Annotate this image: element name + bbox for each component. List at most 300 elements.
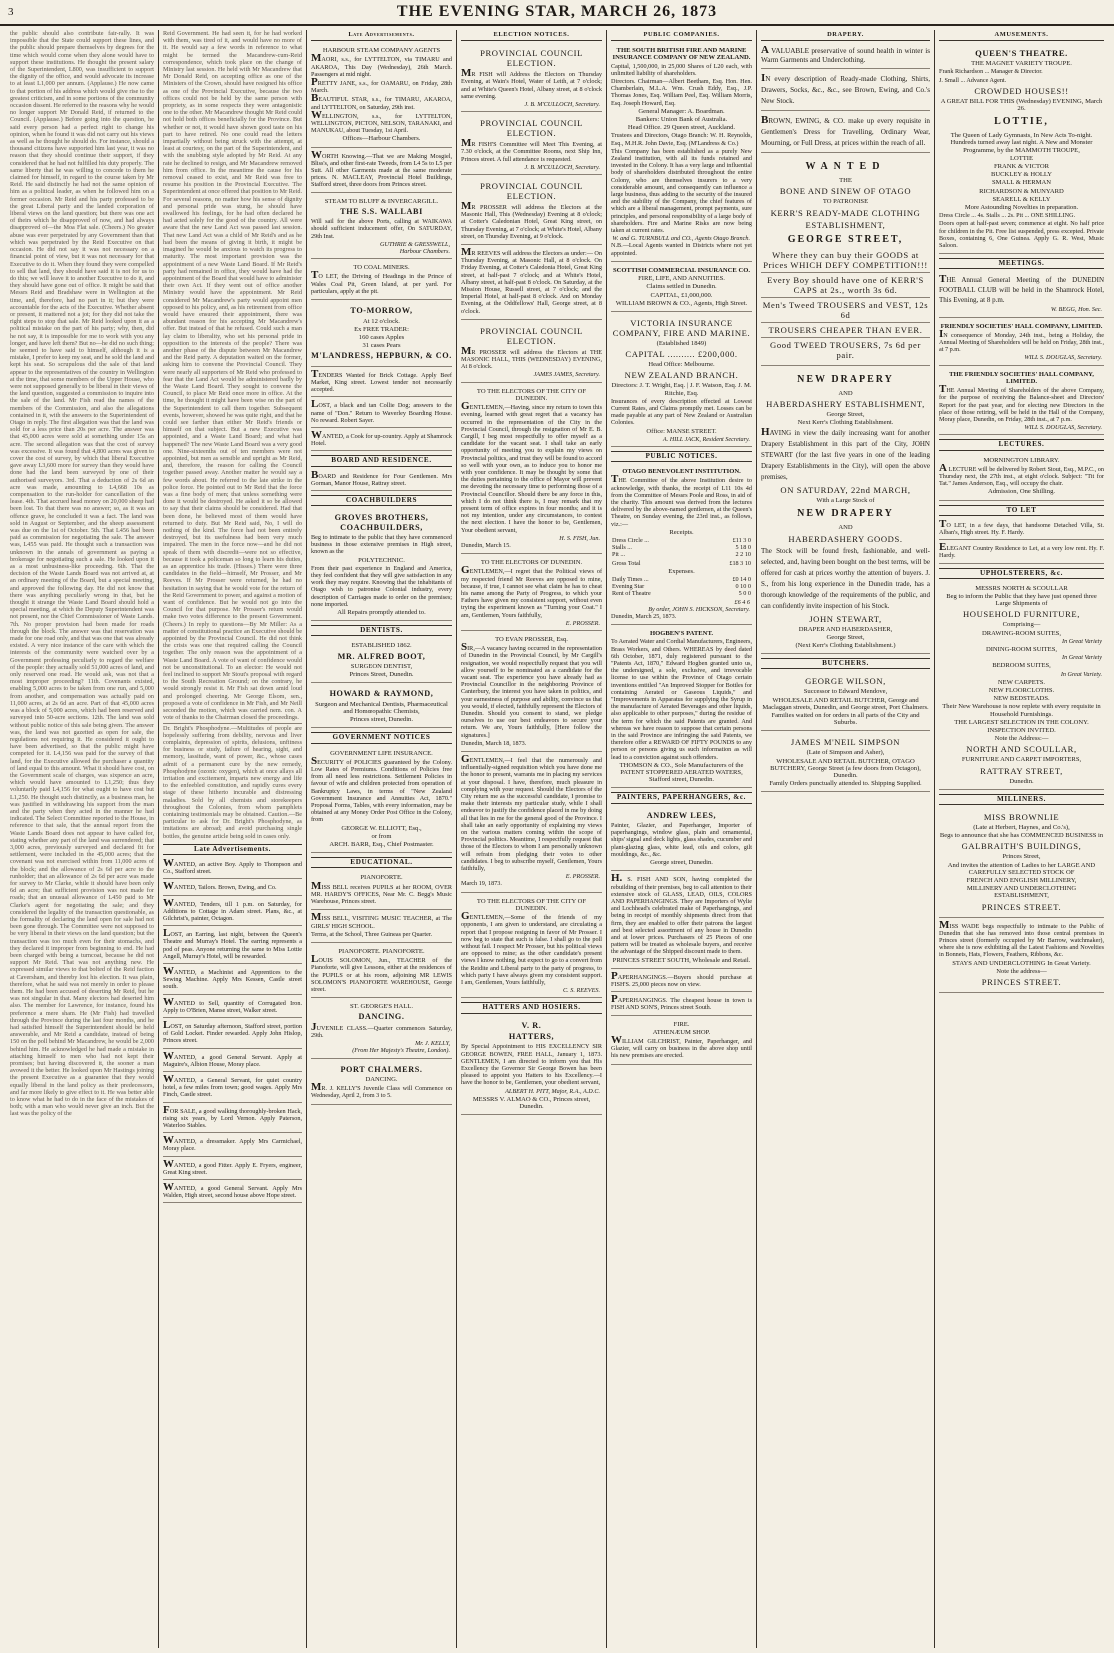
dentist-addr: Princes Street, Dunedin. xyxy=(349,671,414,679)
lecture-admission: Admission, One Shilling. xyxy=(987,488,1056,496)
simpson-body2: Family Orders punctually attended to. Shipping Supplied. xyxy=(769,780,922,788)
dancing-body: JUVENILE CLASS.—Quarter commences Saturday, 29th. xyxy=(311,1020,452,1039)
ns-ware: Their New Warehouse is now replete with every requisite in Household Furnishings. xyxy=(942,703,1101,718)
nd-title-4: HABERDASHERY GOODS. xyxy=(788,533,903,544)
scottish-title: SCOTTISH COMMERCIAL INSURANCE CO. xyxy=(612,266,751,274)
nd-with: With a Large Stock of xyxy=(816,497,875,505)
hogben-ad xyxy=(611,627,752,788)
column-header: ELECTION NOTICES. xyxy=(461,30,602,41)
ns-city: Dunedin. xyxy=(1009,777,1034,785)
divider xyxy=(761,322,930,323)
election-notice xyxy=(461,114,602,175)
hogben-body: To Aerated Water and Cordial Manufacturers, Engineers, Brass Workers, and Others. WHEREAS by deed dated 6th October, 1871, duly registered pursuant to the "Patents Act, 1870," Edward Hogben granted unto us, the undersigned, a sole, exclusive, and irrevocable license to use within the Province of Otago certain inventions entitled "An Improved Stopper for Bottles for containing Aerated or Gaseous Liquids," and "Improvements in Apparatus for supplying the Syrup in the manufacture of Aerated Beverages and other liquids, also applicable to other purposes," during the residue of the term for which the said Patents are granted. And whereas we have reason to suppose that certain persons in the said Province are infringing the said Patents, we therefore offer a REWARD OF FIFTY POUNDS to any person or persons giving us such information as will lead to a conviction against such offenders. xyxy=(611,638,752,761)
late-ad: WANTED, Tenders, till 1 p.m. on Saturday, for Additions to Cottage in Adam street. Plans, &c., at Gilchrist's, painter, Octagon. xyxy=(163,898,302,927)
section-heading: EDUCATIONAL. xyxy=(311,857,452,868)
sbf-body: This Company has been established as a purely New Zealand institution, with all its funds retained and invested in the Colony. It has a very large and influential body of shareholders distributed throughout the entire Colony, who are themselves insurers to a very considerable amount, and consequently can influence a large business, thus adding to the security of the insured and the stability of the Company, the chief features of which are a liberal management, prompt payments, sure principles, and personal responsibility of a large body of shareholders. Fire and Marine Risks are now being taken at current rates. xyxy=(611,147,752,235)
account-row xyxy=(611,576,752,583)
wade-body: MISS WADE begs respectfully to intimate to the Public of Dunedin that she has removed into those central premises in Princes street (formerly occupied by Mr Barrow, watchmaker), where she is now exhibiting all the Latest Fashions and Novelties in Bonnets, Hats, Flowers, Feathers, Ribbons, &c. xyxy=(939,918,1104,959)
divider xyxy=(761,297,930,298)
victoria-body: Insurances of every description effected at Lowest Current Rates, and Claims promptly met. Losses can be made payable at any part of New Zealand or Australian Colonies. xyxy=(611,397,752,427)
wade-stays: STAYS AND UNDERCLOTHING In Great Variety. xyxy=(952,959,1091,967)
column-1 xyxy=(6,30,158,1648)
victoria-ad xyxy=(611,314,752,447)
receipts-table xyxy=(611,537,752,559)
nd-title-1: NEW DRAPERY xyxy=(797,373,894,385)
kerrs-caps: Every Boy should have one of KERR'S CAPS at 2s., worth 3s 6d. xyxy=(767,274,924,295)
letter-heading: TO EVAN PROSSER, Esq. xyxy=(495,635,568,643)
letter-sig: E. PROSSER. xyxy=(565,619,600,627)
ns-r1b: In Great Variety xyxy=(1062,637,1102,645)
coach-body: Beg to intimate to the public that they have commenced business in those extensive premises in High street, known as the xyxy=(311,533,452,556)
victoria-title: VICTORIA INSURANCE COMPANY, FIRE AND MARINE. xyxy=(612,317,751,338)
account-item: Rent of Theatre xyxy=(612,590,651,598)
victoria-branch: NEW ZEALAND BRANCH. xyxy=(624,370,739,381)
wilson-title: GEORGE WILSON, xyxy=(805,676,886,687)
gov-life-ad xyxy=(311,747,452,854)
notice-sig: JAMES JAMES, Secretary. xyxy=(533,371,600,379)
dentist-ad xyxy=(311,639,452,683)
wilson-sub: Successor to Edward Mendove, xyxy=(803,688,888,696)
north-scoullar-ad xyxy=(939,582,1104,790)
gov-body: SECURITY of POLICIES guaranteed by the Colony. Low Rates of Premiums. Conditions of Policies free from all need less restrictions. Settlement Policies in favour of wife and children protected from operation of Bankruptcy Laws, in terms of "New Zealand Government Insurance and Annuities Act, 1870." Proposal Forms, Tables, with every information, may be obtained at any Money Order Post Office in the Colony, from xyxy=(311,754,452,824)
election-letter xyxy=(461,895,602,999)
coach-footer: All Repairs promptly attended to. xyxy=(337,609,426,616)
tomorrow-ad xyxy=(311,302,452,367)
hatters-sig1: ALBERT H. PITT, Major, R.A., A.D.C. xyxy=(505,1087,600,1095)
section-heading: BOARD AND RESIDENCE. xyxy=(311,455,452,466)
tolet-ad-1: TO LET, in a few days, that handsome Detached Villa, St. Alban's, High street. Hy. F. Hardy. xyxy=(939,519,1104,540)
ns-largest: THE LARGEST SELECTION IN THE COLONY. xyxy=(954,718,1089,726)
dancing-sig1: Mr. J. KELLY, xyxy=(415,1040,450,1048)
athenaeum-ad xyxy=(611,1018,752,1065)
coach-title: GROVES BROTHERS, COACHBUILDERS, xyxy=(334,513,429,532)
election-letter xyxy=(461,754,602,893)
board-ad: BOARD and Residence for Four Gentlemen. Mrs Gorman, Manor House, Rattray street. xyxy=(311,470,452,491)
letter-body: SIR,—A vacancy having occurred in the representation of Dunedin in the Provincial Council, by Mr Cargill's resignation, we would respectfully request that you will allow yourself to be nominated as a candidate for the vacant seat. The experience you have already had as Provincial Councillor in the neighboring Province of Canterbury, the interest you have taken in politics, and your earnestness of purpose and ability, convince us that you would, if elected, faithfully represent the Electors of Dunedin. Should you consent to stand, we pledge ourselves to use our best endeavors to secure your return. We are, Yours faithfully, [Here follow the signatures.] xyxy=(461,641,602,739)
sbf-directors: Directors. Chairman—Albert Beetham, Esq. Hon. Hen. Chamberlain, M.L.A. Wm. Crush Eddy, Esq., J.P. Thomas Jones, Esq. William Peel, Esq. William Morris, Esq. Joseph Howard, Esq. xyxy=(611,78,752,107)
ns-title: MESSRS NORTH & SCOULLAR xyxy=(975,584,1068,592)
late-ad: WANTED, a General Servant, for quiet country hotel, a few miles from town; good wages. Apply Mrs Finch, Castle street. xyxy=(163,1074,302,1103)
section-heading: GOVERNMENT NOTICES xyxy=(311,732,452,743)
coal-heading: TO COAL MINERS. xyxy=(353,264,410,272)
nd-title-3: NEW DRAPERY xyxy=(797,508,894,520)
ns-insp: INSPECTION INVITED. xyxy=(987,727,1056,734)
report-continued: Reid Government. He had seen it, for he had worked with them, was tired of it, and would have no more of it. He would say a few words in reference to what might be termed the Macandrew-cum-Reid correspondence, which took place on the change of Ministry last session. He held with Mr Macandrew that Mr Donald Reid, on accepting office as one of the Ministers of the Crown, should have resigned his office as one of the Provincial Executive, because the two offices could not be held by the same person with propriety, as in some respects they were antagonistic one to the other. Mr Macandrew thought Mr Reid could not hold both offices beneficially for the Province. But whether or not, it would have shown good taste on his part to have retired. No one could read the letters impartially without being struck with the attempt, at least at courtesy, on the part of the Superintendent, and with the snubbing style adopted by Mr Reid. At any rate he declined to resign, and Mr Macandrew removed him from office. In the meantime the cause for his removal ceased to exist, and Mr Reid was free to resume his position in the Provincial Executive. The Superintendent at once offered that position to Mr Reid. For several reasons, no matter how his sense of dignity and personal pride was stung, he should have swallowed his feelings, for he had often declared he had acted solely for the good of the country. All were aware that the new Land Act was passed last session. That new Land Act was a child of Mr Reid's and as he had been the means of giving it birth, it might be imagined he would be anxious to watch its progress to maturity. The most important provision was the appointment of a new Waste Land Board. If Mr Reid's party had remained in office, they would have had the appointment of the Board that would have to administer their own Act. If they went out of office another Ministry would have the appointment. Mr Reid considered Mr Macandrew's party would appoint men opposed to his policy, and, as his retirement from office would have ensured their appointment, there was abundant reason for his accepting Mr Macandrew's offer. But instead of that he refused. Could such a man lay claim to liberality, who set his personal pride in opposition to the interests of the people? There was another phase of the dispute between Mr Macandrew and the Reid party. A deputation waited on the former, asking him to convene the Provincial Council. They were nearly all supporters of Mr Reid who professed to fear that the Land Act would be administered badly by the Waste Land Board. They sought to convene the Council, to place Mr Reid once more in office. At the time, he thought it might have been wise on the part of the Superintendent to call them together. Subsequent events, however, showed he was quite right, and that he could see farther than either Mr Reid's friends or himself on that subject. But a new Executive was appointed, and a Waste Land Board; and what had happened? The new Waste Land Board was a very good one. Nine-sixteenths out of ten members were not appointed, but men as sensible and upright as Mr Reid, and, therefore, the reason for calling the Council together passed away. Another matter he would say a few words about. He referred to the late strike in the police force. He pointed out to Mr Reid that the force was a fine body of men; that unless something were done it would be destroyed. He asked it so be allowed to say that their claims should be considered. Had that been done, he believed most of them would have returned to duty. But Mr Reid said, No, I will do nothing of the kind. The force had not been entirely destroyed, but its usefulness had been very much impaired. The men in the force now—and he did not speak of them with discredit—were not so effective, because it took a policeman so long to learn his duties, as an apprentice his trade. (Hisses.) There were three candidates in the field—himself, Mr Prosser, and Mr Reeves. If Mr Prosser were returned, he had no hesitation in saying that he would vote for the return of the Reid Government to power, and against a motion of want of confidence. But he would not go into the Council for that purpose. Mr Prosser's return would make two votes difference to the present Government. (Cheers.) In reply to questions—By Mr Miller: As a matter of constitutional practice an Executive should be appointed by the Provincial Council. He did not think the crisis was one that required calling the Council together. The only reason was the appointment of a Waste Land Board. A vote of want of confidence would not be unconstitutional. To an elector: He would not feel inclined to support Mr Stout's proposal with regard to the South Recreation Ground; on the contrary, he would strongly resist it. Mr Fish sat down amid loud and prolonged cheering. Mr George Elsom, sen., proposed a vote of confidence in Mr Fish, and Mr Neill seconded the motion, which was carried nem. con. A vote of thanks to the Chairman closed the proceedings. xyxy=(163,30,302,722)
section-heading: MILLINERS. xyxy=(939,794,1104,805)
ns-role: FURNITURE AND CARPET IMPORTERS, xyxy=(961,756,1082,764)
lecture-title: MORNINGTON LIBRARY. xyxy=(983,456,1060,464)
receipts-heading: Receipts. xyxy=(669,528,694,536)
harbour-offices: Offices—Harbour Chambers. xyxy=(342,135,421,143)
gov-sig3: ARCH. BARR, Esq., Chief Postmaster. xyxy=(329,841,434,849)
coach-body2: From their past experience in England and America, they feel confident that they will give satisfaction in any work they may require. Knowing that the inhabitants of Otago wish to patronise Colonial industry, every description of Carriages made to order on the premises; none imported. xyxy=(311,564,452,608)
account-row xyxy=(611,583,752,590)
victoria-sig: A. HILL JACK, Resident Secretary. xyxy=(662,435,750,443)
football-ad xyxy=(939,272,1104,317)
section-heading: DENTISTS. xyxy=(311,625,452,636)
wilson-body2: Families waited on for orders in all parts of the City and Suburbs. xyxy=(771,712,920,727)
coal-ad xyxy=(311,261,452,300)
football-body: THE Annual General Meeting of the DUNEDIN FOOTBALL CLUB will be held in the Shamrock Hotel, This Evening, at 8 p.m. xyxy=(939,273,1104,305)
letter-date: Dunedin, March 15. xyxy=(461,541,511,549)
election-notices xyxy=(461,44,602,382)
section-heading: MEETINGS. xyxy=(939,258,1104,269)
friendly-ad-2 xyxy=(939,368,1104,436)
paperhang-ad-2: PAPERHANGINGS. The cheapest house in town is FISH AND SON'S, Princes street South. xyxy=(611,994,752,1015)
tomorrow-heading: TO-MORROW, xyxy=(350,306,413,316)
account-item: Evening Star xyxy=(612,583,645,591)
kerrs-tweed: Good TWEED TROUSERS, 7s 6d per pair. xyxy=(770,339,921,360)
nd-date: ON SATURDAY, 22nd MARCH, xyxy=(780,485,911,496)
theatre-body1: A GREAT BILL FOR THIS (Wednesday) EVENING, March 26. xyxy=(940,97,1103,113)
theatre-cast2: FRANK & VICTOR xyxy=(993,163,1050,171)
page-number: 3 xyxy=(8,6,14,18)
letter-date: Dunedin, March 18, 1873. xyxy=(461,739,527,747)
chemists-role: Surgeon and Mechanical Dentists, Pharmaceutical and Homœopathic Chemists, xyxy=(315,700,448,716)
friendly2-sig: WILL S. DOUGLAS, Secretary. xyxy=(1024,424,1102,432)
theatre-mgr2: J. Small ... Advance Agent. xyxy=(939,76,1007,84)
election-notice xyxy=(461,322,602,383)
lees-title: ANDREW LEES, xyxy=(646,810,717,820)
dentist-est: ESTABLISHED 1862. xyxy=(351,642,412,650)
fire-heading: FIRE. xyxy=(673,1020,690,1028)
harbour-ad xyxy=(311,44,452,147)
ns-note: Note the Address:— xyxy=(994,735,1049,743)
steam-heading: STEAM TO BLUFF & INVERCARGILL. xyxy=(324,197,439,205)
dancing-title: DANCING. xyxy=(358,1012,405,1022)
worth-ad: WORTH Knowing.—That we are Making Mosgiel, Bliss's, and other first-rate Tweeds, from L4 5s to L5 per Suit. All other Garments made at the same moderate prices. N. MACLEAY, Provincial Hotel Buildings, Stafford street, three doors from Princes street. xyxy=(311,150,452,193)
section-heading: Late Advertisements. xyxy=(163,844,302,855)
brownlie-st: Princes Street, xyxy=(1002,853,1041,861)
scottish-ad xyxy=(611,264,752,312)
account-row xyxy=(611,551,752,558)
coach-ad xyxy=(311,509,452,621)
late-ad: WANTED, a good Fitter. Apply E. Fryers, engineer, Great King street. xyxy=(163,1159,302,1180)
gross-label: Gross Total xyxy=(612,559,641,567)
benevolent-date: Dunedin, March 25, 1873. xyxy=(611,613,677,620)
kerrs-ad xyxy=(761,155,930,365)
section-heading: LECTURES. xyxy=(939,439,1104,450)
theatre-body3: More Astounding Novelties in preparation. xyxy=(964,204,1079,212)
account-amount: 5 0 0 xyxy=(738,590,751,598)
harbour-sailing: BEAUTIFUL STAR, s.s., for TIMARU, AKAROA, and LYTTELTON, on Saturday, 29th inst. xyxy=(311,92,452,111)
letter-heading: TO THE ELECTORS OF THE CITY OF DUNEDIN. xyxy=(476,387,587,402)
port-body: MR. J. KELLY'S Juvenile Class will Commence on Wednesday, April 2, from 3 to 5. xyxy=(311,1081,452,1100)
ns-r1: DRAWING-ROOM SUITES, xyxy=(982,629,1061,637)
election-notice xyxy=(461,44,602,112)
scottish-agent: WILLIAM BROWN & CO., Agents, High Street. xyxy=(615,299,748,307)
simpson-sub: (Late of Simpson and Asher), xyxy=(806,749,885,757)
account-amount: 2 2 10 xyxy=(735,551,751,559)
victoria-office2: Office: MANSE STREET. xyxy=(646,427,717,435)
brownlie-sub: (Late at Herbert, Haynes, and Co.'s), xyxy=(973,824,1070,832)
sbf-bankers: Bankers: Union Bank of Australia. xyxy=(635,116,728,124)
south-british-ad xyxy=(611,44,752,262)
tomorrow-trader: Ex FREE TRADER: xyxy=(354,325,409,333)
column-3 xyxy=(306,30,456,1648)
victoria-office: Head Office: Melbourne. xyxy=(648,361,715,369)
letter-sig: H. S. FISH, Jun. xyxy=(559,534,600,542)
friendly-ad-1 xyxy=(939,320,1104,366)
scottish-claims: Claims settled in Dunedin. xyxy=(646,283,717,291)
piano-ad xyxy=(311,871,452,910)
notice-body: MR PROSSER will address the Electors at the Masonic Hall, This (Wednesday) Evening at 8 o'clock; at Cotter's Caledonian Hotel, Great King street, on Thursday Evening, at 7 o'clock; at White's Hotel, Albany street, on Thursday Evening, at 9 o'clock. xyxy=(461,200,602,240)
royal-crest-icon: V. R. xyxy=(521,1020,542,1030)
notice-heading: PROVINCIAL COUNCIL ELECTION. xyxy=(480,325,583,346)
account-amount: £0 14 0 xyxy=(732,575,751,583)
theatre-cast5: RICHARDSON & MUNYARD xyxy=(979,187,1064,195)
column-7 xyxy=(934,30,1108,1648)
letter-sig: C. S. REEVES. xyxy=(563,987,600,995)
lecture-ad xyxy=(939,454,1104,501)
account-item: Pit ... xyxy=(612,551,626,559)
kerrs-street: GEORGE STREET, xyxy=(787,233,904,245)
miss-bell-terms: Terms, at the School, Three Guineas per Quarter. xyxy=(311,930,433,938)
kerrs-name: KERR'S READY-MADE CLOTHING xyxy=(770,207,921,218)
letter-date: March 19, 1873. xyxy=(461,880,502,888)
account-row xyxy=(611,544,752,551)
late-ads-list xyxy=(163,858,302,1204)
tenders-ad: TENDERS Wanted for Brick Cottage. Apply Beef Market, King street. Lowest tender not necessarily accepted. xyxy=(311,369,452,398)
benevolent-body: THE Committee of the above Institution desire to acknowledge, with thanks, the receipt of L11 10s 4d from the Committee of Messrs Poole and Ross, in aid of the charity. This amount was derived from the lectures delivered by the above-named gentlemen, at the Queen's Theatre, on Sunday evening, the 23rd inst., as follows, viz.:— xyxy=(611,473,752,528)
harbour-sailing: WELLINGTON, s.s., for LYTTELTON, WELLINGTON, PICTON, NELSON, TARANAKI, and MANUKAU, about Tuesday, 1st April. xyxy=(311,108,452,135)
ns-body: Beg to inform the Public that they have just opened three Large Shipments of xyxy=(946,592,1097,608)
wilson-ad xyxy=(761,672,930,731)
brownlie-body2: And invites the attention of Ladies to her LARGE AND CAREFULLY SELECTED STOCK OF xyxy=(947,861,1096,876)
report-text: the public should also contribute fair-rally. It was impossible that the State could support these lines, and the public should prepare themselves by degrees for the time which would come when they alone would have to support these institutions. He thought the present salary of the Superintendent, L800, was insufficient to support the dignity of the office, and would advocate its increase to at least L1,000 per annum. (Applause.) He now came to that portion of his address which would give rise to the greatest criticism, and in some portions of the community occasion dissent. He referred to the reasons why he would no longer support Mr Donald Reid, if returned to the Council. (Applause.) Before going into the question, he said every person had a perfect right to change his opinion, when he found it was did not carry out his views as well as he thought he should do. For instance, should a thousand citizens have supported him last year, it was no reason that they should continue their support, if they considered that he had not fulfilled his duty properly. The same liberty that he was willing to concede to them he claimed for himself, in regard to the course taken by Mr Reid. He said distinctly he had not the same opinion of him as a political leader, as when he followed him on a former occasion. Mr Reid and his party professed to be the great Liberal party and the landed corporation of liberal views on the land question; but there was one act of theirs which he disapproved of now, and had always disapproved of—the Moa Flat sale. (Cheers.) No greater abuse was ever perpetrated by any Government than that which was perpetrated by the Reid Executive on that occasion. He did not say it was not necessary on a financial point of view, but it was not necessary for that Executive to do it. When they found they were compelled to sell that land, they should have said it is not for us to do this; we will leave it to another Executive to do it, and they should have gone out of office. It might be said that Messrs Reid and Bradshaw were in Wellington at the time, and, therefore, had no part in it; but they were accountable for the acts of the Executive. Whether absent or present, it mattered not a jot; for they did not take the right steps to stop that sale. Mr Reid looked upon it as a political mistake on the part of his party; why, then, did he not say, it is impossible for me to work with you any longer, and have left them? But no—he did no such thing; he seemed to have said to himself, although it is a mistake, I prefer to keep my seat, and he sold the land and kept his seat. So scrupulous did the sale of that land appear to the representatives of the country in Wellington at the time, that some members of the Upper House, who were not supposed generally to be liberal in their views of the land question, suggested a commission to inquire into the sale of the land. Mr Fish read the names of the members of the Commission, and also the allegations contained in it, with the answers to the Superintendent of Otago in reply. The first allegation was that the land was sold for a less price than 20s per acre. The answer was that 45,000 acres were sold at something under 15s an acre. The second allegation was that the cost of survey was excessive. It was found that 4,800 acres was given to cover the cost of survey, by which that liberal Executive gave away L3,600 more for survey than they would have done had the land been surveyed by one of their authorised surveyors. 3rd. That a deduction of 2s 6d an acre was made, amounting to L4,668 10s as compensation to the run-holder for cancellation of the lease. 4th. That accrued head money on 20,000 sheep had been lost. To that there was no answer; so, as it was an offence grave, he concluded it was a fact. The land was sold in August or September, and the sheep assessment was due on the 1st of October. 5th. That L456 had been paid as commission for negotiating the sale. The answer was, L455 was paid. He thought such a transaction was unknown in the annals of government as paying a brokerage for negotiating such a sale. He looked upon it as a most unbusiness-like proceeding. 6th. That the decision of the Waste Lands Board was not arrived at, at an ordinary meeting of the Board, but a special meeting, and approved the following day. He did not know that there was anything peculiarly wrong in that, but he thought it strange the Waste Land Board should hold a special meeting, at which the Deputy Superintendent was not present, nor the Chief Commissioner of Waste Lands. 7th. No proper provision had been made for roads through the block. The answer was that reservation was made for one road only, and that was one that was already existed. A very nice instance of the care with which the interests of the community were watched over by a Government professing peculiarly to regard the welfare of the people: they actually sold 51,000 acres of land, and only reserved one road. He would ask, was not that a most improper proceeding? 11th. Covenants existed, enabling 5,000 acres to be taken from one run, and 5,000 from another, and compensation was actually paid on 11,000 acres, at 2s 6d an acre. Part of that 45,000 acres was a block of 5,000 acres, which had been reserved and surveyed into 50-acre sections. 12th. The land was sold without public notice of this sale being given. The answer was, the land was not gazetted as open for sale, the regulations not requiring it. He considered it ought to have been advertised, so that the public might have competed for it. L4,156 was paid for the survey of that land, for the Executive allowed the purchaser a quantity of land equal to this amount. What it should have cost, on the Government scale of charges, was sixpence an acre, which would have amounted to L1,250; thus they voluntarily paid L4,156 for what ought to have cost but L1,250. He thought such distinctly, as a business man, he was justified in withdrawing his support from the man and the party when they acted in the manner he had indicated. The Select Committee reported to the House, in reference to that sale, that the annual report from the Waste Lands Board does not appear to have called for, stating whether any part of the land was surrendered; that 3,000 acres, previously surveyed and declared fit for settlement, were included in the 45,000 acres; that the covenant was not exercised within from 11,000 acres of the block; and the allowance of 2s 6d per acre to the runholder; that an allowance of 2s 6d per acre was made for survey to Mr Clarke, while it should have been only 6d an acre; that sufficient provision was not made for roads; that an unusual allowance of L450 paid to Mr Clarke's agent for negotiating the sale; and they considered the legality of the transaction questionable, as the formality of declaring the land open for sale had not been gone through. The Committee were not supposed to be very liberal in their views on the land question; but the transaction was too much even for their stomachs, and they declared it improper from beginning to end. He had been charged with being a turncoat, because he did not support Mr Reid. That was not anything new. He expressed similar views to that bolted of the Reid faction at Caversham, and thereby lost his election. It was plain, therefore, what he said was not merely in order to please them. He had been accused of deserting Mr Reid, but he was not singular in that. Many electors had deserted him also. The member for Lawrence, for instance, found his preference a mere sham. He (Mr Fish) had travelled through the Province during the last four months, and he had satisfied himself the Superintendent should be held answerable, and Mr Reid a candidate, instead of being 150 on the poll behind Mr Macandrew, he would be 2,000 behind him. He acknowledged he had made a mistake in attaching himself to men who had not kept their promises; but having discovered it, the sooner a man avowed it the better. He looked upon Mr Hastings joining the present Executive as a guarantee that they would equally liberal in the land policy as their predecessors, and far more likely to give effect to it. He was better able to know what he had to do in the face of the mistakes of both; with a man who would never give an inch. But the last was the policy of the xyxy=(10,30,154,1118)
letter-body: GENTLEMEN,—Having, since my return to town this evening, learned with great regret that a vacancy has occurred in the representation of the City in the Provincial Council, through the resignation of Mr E. B. Cargill, I beg most respectfully to offer myself as a candidate for the vacant seat. I shall take an early opportunity of meeting you to explain my views on Provincial politics, and trust they will be found to accord so well with your own, as to induce you to honor me with your confidence. It may be thought by some that the duties pertaining to the office of Mayor will prevent me devoting the necessary time to performing those of a Provincial Councillor. Should there be any force in this, which I do not think there is, I may remark that my present term of office expires in four months; and it is not my intention, under any circumstances, to contest the next election. I have the honor to be, Gentlemen, Your obedient servant, xyxy=(461,400,602,534)
nd-body2: The Stock will be found fresh, fashionable, and well-selected, and, having been bought on the best terms, will be offered for cash at prices worthy the attention of buyers. J. S., from his long experience in the Dunedin trade, has a thorough knowledge of the requirements of the public, and can confidently invite inspection of his Stock. xyxy=(761,546,930,610)
sbf-manager: General Manager: A. Boardman. xyxy=(638,107,725,115)
harbour-sailing: MAORI, s.s., for LYTTELTON, via TIMARU and AKAROA, This Day (Wednesday), 26th March. Passengers at mid night. xyxy=(311,52,452,78)
wade-note: Note the address— xyxy=(996,967,1047,975)
column-header: AMUSEMENTS. xyxy=(939,30,1104,41)
new-drapery-ad xyxy=(761,368,930,655)
simpson-body: WHOLESALE AND RETAIL BUTCHER, OTAGO BUTCHERY, George Street (a few doors from Octagon), Dunedin. xyxy=(770,757,921,780)
phosphodyne-ad: Dr. Bright's Phosphodyne.—Multitudes of people are hopelessly suffering from debility, nervous and liver complaints, depression of spirits, delusions, unfitness for business or study, failure of hearing, sight, and memory, lassitude, want of power, &c., whose cases admit of a permanent cure by the new remedy, Phosphodyne (ozonic oxygen), which at once allays all irritation and excitement, imparts new energy and life to the enfeebled constitution, and rapidly cures every stage of these hitherto incurable and distressing maladies. Sold by all chemists and storekeepers throughout the Colonies, from whom pamphlets containing testimonials may be obtained. Caution.—Be particular to ask for Dr. Bright's Phosphodyne, as imitations are abroad; and avoid purchasing single bottles, the genuine article being sold in cases only. xyxy=(163,724,302,840)
section-heading: HATTERS AND HOSIERS. xyxy=(461,1002,602,1013)
queens-theatre-ad xyxy=(939,44,1104,254)
lees-addr: George street, Dunedin. xyxy=(650,859,713,867)
theatre-doors: Doors open at half-past seven; commence at eight. No half price for children in the Pit. Free list suspended, press excepted. Private Boxes, containing 6, One Guinea. Apply G. R. West, Music Saloon. xyxy=(939,220,1104,250)
nd-and-2: AND xyxy=(838,524,853,532)
expenses-heading: Expenses. xyxy=(668,567,695,575)
cook-ad: WANTED, a Cook for up-country. Apply at Shamrock Hotel. xyxy=(311,430,452,451)
victoria-est: (Established 1849) xyxy=(656,339,707,347)
harbour-sailing: PRETTY JANE, s.s., for OAMARU, on Friday, 28th March. xyxy=(311,76,452,95)
scottish-capital: CAPITAL, £1,000,000. xyxy=(650,291,713,299)
chemists-ad xyxy=(311,685,452,728)
piano-title: PIANOFORTE. xyxy=(360,874,403,882)
hatters-title: HATTERS, xyxy=(508,1031,555,1041)
late-ad: WANTED, a dressmaker. Apply Mrs Carmichael, Moray place. xyxy=(163,1135,302,1156)
scottish-sub: FIRE, LIFE, AND ANNUITIES. xyxy=(638,275,725,283)
lees-body: Painter, Glazier, and Paperhanger, Importer of paperhangings, window glass, plain and ornamental, ships' signal and deck lights, glass shades, cucumber and plant-glazing glass, white lead, oils and colors, gilt mouldings, &c., &c. xyxy=(611,822,752,858)
wanted-sub: BONE AND SINEW OF OTAGO xyxy=(779,186,912,197)
section-heading: BUTCHERS. xyxy=(761,658,930,669)
tomorrow-qty2: 31 cases Pears xyxy=(362,342,401,350)
tolet-ad-2: ELEGANT Country Residence to Let, at a very low rent. Hy. F. Hardy. xyxy=(939,542,1104,563)
wanted-to: TO PATRONISE xyxy=(822,198,869,206)
wilson-body: WHOLESALE AND RETAIL BUTCHER, George and Maclaggan streets, Dunedin, and George street, Port Chalmers. xyxy=(762,696,929,711)
ns-floor: NEW FLOORCLOTHS. xyxy=(988,686,1055,694)
election-letters xyxy=(461,385,602,999)
victoria-capital: CAPITAL .......... £200,000. xyxy=(625,349,738,360)
column-header: Late Advertisements. xyxy=(311,30,452,41)
brown-ewing-ad: BROWN, EWING, & CO. make up every requisite in Gentlemen's Dress for Travelling, Ordinary Wear, Mourning, or Full Dress, at prices within the reach of all. xyxy=(761,113,930,153)
simpson-title: JAMES M'NEIL SIMPSON xyxy=(790,737,901,748)
theatre-cast4: SMALL & HERMAN xyxy=(991,179,1052,187)
fish-son-addr: PRINCES STREET SOUTH, Wholesale and Retail. xyxy=(612,956,751,964)
gov-sig2: or from xyxy=(371,832,392,840)
solomon-ad xyxy=(311,945,452,998)
notice-body: MR REEVES will address the Electors as under:— On Thursday Evening, at Masonic Hall, at 8 o'clock. On Friday Evening, at Cotter's Caledonia Hotel, Great King street, at half-past 7 o'clock; and at White's Hotel, Albany street, at half-past 8 o'clock. On Saturday, at the Mission House, Russell street, at 7 o'clock; and the Imperial Hotel, at half-past 8 o'clock. And on Monday Evening, at the Oddfellows' Hall, George street, at 8 o'clock. xyxy=(461,246,602,315)
sbf-trustees: Trustees and Directors, Otago Branch: W. H. Reynolds, Esq., M.H.R. John Davie, Esq. (M'Landress & Co.) xyxy=(611,132,752,147)
gross-amount: £18 3 10 xyxy=(729,559,751,567)
brownlie-addr: PRINCES STREET. xyxy=(981,901,1062,912)
sbf-agents: W. and G. TURNBULL and CO., Agents Otago Branch. xyxy=(612,235,750,243)
divider xyxy=(163,723,302,724)
account-amount: 0 10 0 xyxy=(735,583,751,591)
port-ad xyxy=(311,1061,452,1105)
piano-body: MISS BELL receives PUPILS at her ROOM, OVER MR. HARDY'S OFFICES, Near Mr. C. Begg's Music Warehouse, Princes street. xyxy=(311,879,452,906)
dentist-name: MR. ALFRED BOOT, xyxy=(337,651,426,661)
steam-sig: GUTHRIE & GRESSWELL, xyxy=(380,240,450,248)
letter-sig: E. PROSSER. xyxy=(565,873,600,881)
column-header: PUBLIC COMPANIES. xyxy=(611,30,752,41)
theatre-prices: Dress Circle ... 4s. Stalls ... 2s. Pit ... ONE SHILLING. xyxy=(939,212,1076,220)
notice-heading: PROVINCIAL COUNCIL ELECTION. xyxy=(480,181,583,202)
chemists-name: HOWARD & RAYMOND, xyxy=(329,689,434,699)
notice-body: MR FISH will Address the Electors on Thursday Evening, at Wain's Hotel, Water of Leith, at 7 o'clock; and at White's Queen's Hotel, Albany street, at 8 o'clock same evening. xyxy=(461,67,602,100)
expenses-total: £6 4 6 xyxy=(734,598,750,606)
notice-heading: PROVINCIAL COUNCIL ELECTION. xyxy=(480,48,583,69)
friendly2-body: THE Annual Meeting of Shareholders of the above Company, for the purpose of receiving the Balance-sheet and Directors' Report for the past year, and for electing new Directors in the place of those retiring, will be held in the Hall of the Company, Moray place, Dunedin, on Friday, 28th inst., at 7 p.m. xyxy=(939,383,1104,423)
nd-title-2: HABERDASHERY ESTABLISHMENT, xyxy=(766,398,925,409)
ns-comp: Comprising— xyxy=(1002,621,1041,629)
theatre-cast1: LOTTIE xyxy=(1009,154,1034,162)
letter-body: GENTLEMEN,—Some of the friends of my opponents, I am given to understand, are circulating a report that I propose resigning in favor of Mr Prosser. I now beg to state that such is false. I shall go to the poll without fail. I respect Mr Prosser, but his political views are opposed to mine; as the other candidate's present views I know nothing, but expect to go to a convert from the Reidite and Liberal party to the party of progress, to which party I have always given my consistent support. I am, Gentlemen, Yours faithfully, xyxy=(461,910,602,986)
every-ad: IN every description of Ready-made Clothing, Shirts, Drawers, Socks, &c., &c., see Brown, Ewing, and Co.'s New Stock. xyxy=(761,71,930,111)
column-header: DRAPERY. xyxy=(761,30,930,41)
friendly1-sig: WILL S. DOUGLAS, Secretary. xyxy=(1024,354,1102,362)
nd-sig4: (Next Kerr's Clothing Establishment.) xyxy=(795,642,896,650)
brownlie-bldg: GALBRAITH'S BUILDINGS, xyxy=(961,841,1082,852)
late-ad: WANTED, Tailors. Brown, Ewing, and Co. xyxy=(163,881,302,895)
chemists-addr: Princes street, Dunedin. xyxy=(350,716,413,724)
football-sig: W. BEGG, Hon. Sec. xyxy=(1050,306,1102,314)
miss-bell-ad xyxy=(311,912,452,943)
theatre-sub: THE MAGNET VARIETY TROUPE. xyxy=(971,60,1072,68)
masthead xyxy=(0,0,1114,26)
port-title: PORT CHALMERS. xyxy=(340,1064,423,1074)
hatters-sig2: MESSRS V. ALMAO & CO., Princes street, Dunedin. xyxy=(472,1095,591,1110)
gov-title: GOVERNMENT LIFE INSURANCE. xyxy=(330,749,433,757)
letter-heading: TO THE ELECTORS OF DUNEDIN. xyxy=(480,559,583,567)
late-ad: WANTED to Sell, quantity of Corrugated Iron. Apply to O'Brien, Manse street, Walker street. xyxy=(163,997,302,1018)
account-amount: £11 3 0 xyxy=(732,536,751,544)
friendly1-body: IN consequence of Monday, 24th inst., being a Holiday, the Annual Meeting of Shareholders will be held on Friday, 28th inst., at 7 p.m. xyxy=(939,327,1104,354)
section-heading: PUBLIC NOTICES. xyxy=(611,451,752,462)
hogben-title: HOGBEN'S PATENT. xyxy=(649,630,714,638)
athenaeum-body: WILLIAM GILCHRIST, Painter, Paperhanger, and Glazier, will carry on business in the above shop until his new premises are erected. xyxy=(611,1033,752,1060)
column-2 xyxy=(158,30,306,1648)
tomorrow-time: At 12 o'clock. xyxy=(363,317,400,325)
section-heading: TO LET xyxy=(939,505,1104,516)
late-ad: LOST, on Saturday afternoon, Stafford street, portion of Gold Locket. Finder rewarded. Apply John Hislop, Princes street. xyxy=(163,1020,302,1049)
gov-sig1: GEORGE W. ELLIOTT, Esq., xyxy=(341,824,422,832)
ns-r2: DINING-ROOM SUITES, xyxy=(985,645,1058,653)
lecture-body: A LECTURE will be delivered by Robert Stout, Esq., M.P.C., on Thursday next, the 27th inst., at eight o'clock. Subject: "Tit for Tat." James Anderson, Esq., will occupy the chair. xyxy=(939,461,1104,488)
port-sub: DANCING. xyxy=(365,1075,398,1083)
tomorrow-sig: M'LANDRESS, HEPBURN, & CO. xyxy=(311,351,452,361)
ns-r2b: In Great Variety xyxy=(1062,654,1102,662)
ns-carpets: NEW CARPETS. xyxy=(997,678,1046,686)
column-6 xyxy=(756,30,934,1648)
kerrs-body: Where they can buy their GOODS at Prices WHICH DEFY COMPETITION!!! xyxy=(763,249,928,270)
victoria-directors: Directors: J. T. Wright, Esq. | J. F. Watson, Esq. J. M. Ritchie, Esq. xyxy=(611,382,752,397)
dancing-venue: ST. GEORGE'S HALL. xyxy=(350,1003,413,1011)
theatre-title: QUEEN'S THEATRE. xyxy=(975,48,1068,59)
account-row xyxy=(611,590,752,597)
lees-ad xyxy=(611,807,752,872)
letter-body: GENTLEMEN,—I feel that the numerously and influentially-signed requisition which you have done me the honor to present, warrants me in placing my services at your disposal. I have, therefore, much pleasure in complying with your request. Should the Electors of the City return me as the successful candidate, I promise to make their interests my particular study, while I shall endeavor to justify the confidence placed in me by doing all that lies in me for the general good of the Province. I shall take an early opportunity of explaining my views on the various matters coming within the scope of Provincial politics. Meantime, I respectfully request that those of the Electors to whom I am personally unknown will refrain from pledging their votes to other candidates. I beg to subscribe myself, Gentlemen, Yours faithfully, xyxy=(461,753,602,873)
late-ad: WANTED, a Machinist and Apprentices to the Sewing Machine. Apply Mrs Kessen, Castle street south. xyxy=(163,966,302,995)
nd-sig1: JOHN STEWART, xyxy=(809,613,882,624)
hatters-body: By Special Appointment to HIS EXCELLENCY SIR GEORGE BOWEN, FREE HALL, January 1, 1873. GENTLEMEN, I am directed to inform you that His Excellency the Governor Sir George Bowen has been pleased to appoint you Hatters to his Excellency.—I have the honor to be, Gentlemen, your obedient servant, xyxy=(461,1043,602,1087)
notice-body: MR PROSSER will address the Electors at THE MASONIC HALL, THIS (WEDNESDAY) EVENING, At 8 o'clock. xyxy=(461,344,602,371)
miss-bell-body: MISS BELL, VISITING MUSIC TEACHER, at The GIRLS' HIGH SCHOOL. xyxy=(311,911,452,930)
brownlie-ad xyxy=(939,808,1104,918)
ns-furn: HOUSEHOLD FURNITURE, xyxy=(962,609,1081,620)
harbour-heading: HARBOUR STEAM COMPANY AGENTS xyxy=(322,47,441,55)
late-ad: WANTED, an active Boy. Apply to Thompson and Co., Stafford street. xyxy=(163,858,302,879)
ns-r3: BEDROOM SUITES, xyxy=(992,662,1051,670)
account-item: Stalls ... xyxy=(612,544,632,552)
section-heading: PAINTERS, PAPERHANGERS, &c. xyxy=(611,792,752,803)
hatters-ad xyxy=(461,1017,602,1116)
wade-ad xyxy=(939,920,1104,993)
letter-body: GENTLEMEN,—I regret that the Political views of my respected friend Mr Reeves are opposed to mine, because, if true, I cannot see what claim he has to cheat his name among the Party of Progress, to which your Fathers have given my consistent support, without even trying the experiment known as "Turning your Coat." I am, Gentlemen, Yours faithfully, xyxy=(461,564,602,619)
simpson-ad xyxy=(761,733,930,792)
steam-sig2: Harbour Chambers. xyxy=(399,248,450,256)
sbf-nb: N.B.—Local Agents wanted in Districts where not yet appointed. xyxy=(611,242,752,257)
wade-addr: PRINCES STREET. xyxy=(981,977,1062,988)
brownlie-title: MISS BROWNLIE xyxy=(983,812,1060,823)
fish-son-body: H. S. FISH AND SON, having completed the rebuilding of their premises, beg to call attention to their extensive stock of GLASS, LEAD, OILS, COLORS AND PAPERHANGINGS. They are Importers of Wylie and Lochhead's celebrated make of Paperhangings, and being in receipt of monthly shipments direct from that firm, they are enabled to offer their patrons the largest and best selected assortment of any house in Dunedin and at lower prices. Purchasers of 25 Pieces of one pattern will be treated as wholesale buyers, and receive the advantage of the Shipped discount made to them. xyxy=(611,872,752,956)
notice-heading: PROVINCIAL COUNCIL ELECTION. xyxy=(480,118,583,139)
columns xyxy=(6,30,1108,1650)
ns-name: NORTH AND SCOULLAR, xyxy=(966,744,1077,755)
gross-row xyxy=(611,560,752,567)
election-letter xyxy=(461,633,602,752)
benevolent-order: By order, JOHN S. HICKSON, Secretary. xyxy=(648,605,750,613)
account-item: Dress Circle ... xyxy=(612,536,649,544)
late-ad: WANTED, a good General Servant. Apply at Maguire's, Albion House, Moray place. xyxy=(163,1051,302,1072)
theatre-lottie: LOTTIE, xyxy=(994,116,1049,128)
brownlie-body: Begs to announce that she has COMMENCED BUSINESS in xyxy=(939,832,1104,840)
late-ad: LOST, an Earring, last night, between the Queen's Theatre and Murray's Hotel. The earring represents a pod of peas. Anyone returning the same to Miss Lottie Angell, Murray's Hotel, will be rewarded. xyxy=(163,928,302,964)
solomon-body: LOUIS SOLOMON, Jun., TEACHER of the Pianoforte, will give Lessons, either at the residences of the PUPILS or at his room, adjoining MR LEWIS SOLOMON'S PIANOFORTE WAREHOUSE, George street. xyxy=(311,953,452,993)
theatre-cast6: SEARELL & KELLY xyxy=(992,195,1051,203)
notice-body: MR FISH'S Committee will Meet This Evening, at 7.30 o'clock, at the Committee Rooms, next Ship Inn, Princes street. A full attendance is requested. xyxy=(461,137,602,163)
account-item: Daily Times ... xyxy=(612,575,649,583)
nd-sig2: DRAPER AND HABERDASHER, xyxy=(798,625,893,633)
late-ad: WANTED, a good General Servant. Apply Mrs Walden, High street, second house above Hope street. xyxy=(163,1182,302,1203)
nd-street: George Street, xyxy=(826,410,865,418)
wanted-title: WANTED xyxy=(805,161,886,173)
dancing-ad xyxy=(311,1000,452,1058)
